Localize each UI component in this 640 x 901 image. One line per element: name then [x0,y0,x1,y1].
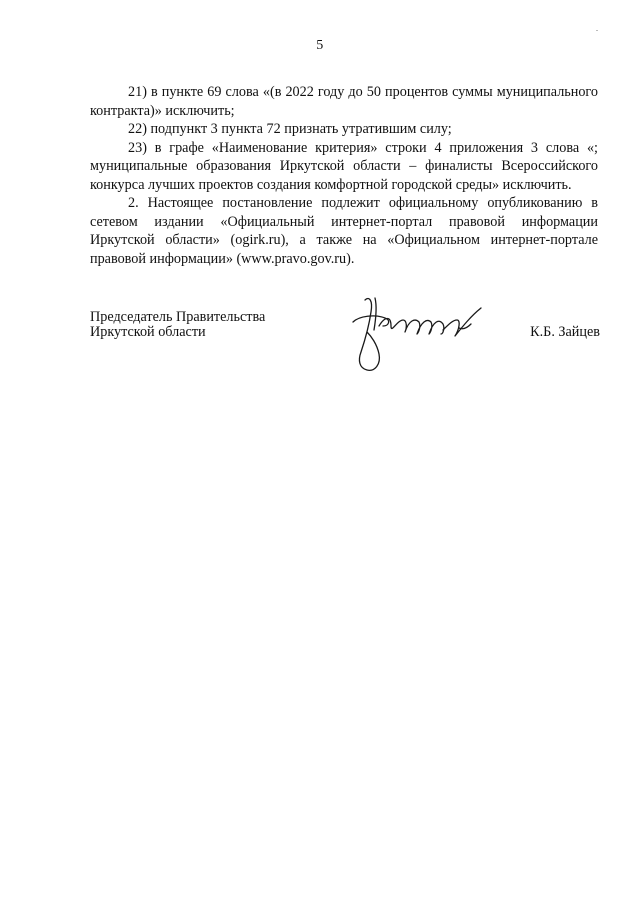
paragraph-publication: 2. Настоящее постановление подлежит официальному опубликованию в сетевом издании «Официальный интернет-портал правовой информации Иркутской области» (ogirk.ru), а также на «Официальном интернет-портале правовой информации» (www.pravo.gov.ru). [90,195,598,267]
signer-title-line-2: Иркутской области [90,324,206,340]
document-body [90,83,598,268]
paragraph-item-21: 21) в пункте 69 слова «(в 2022 году до 50 процентов суммы муниципального контракта)» исключить; [90,84,598,119]
handwritten-signature [345,290,500,380]
scan-mark [596,30,598,31]
signature-block [90,308,600,378]
page-number: 5 [316,38,324,53]
paragraph-item-22: 22) подпункт 3 пункта 72 признать утратившим силу; [128,121,452,137]
signer-title-line-1: Председатель Правительства [90,309,266,325]
signer-title [90,310,265,340]
paragraph-item-23: 23) в графе «Наименование критерия» строки 4 приложения 3 слова «; муниципальные образования Иркутской области – финалисты Всероссийского конкурса лучших проектов создания комфортной городской среды» исключить. [90,139,598,193]
signer-name: К.Б. Зайцев [530,324,600,340]
